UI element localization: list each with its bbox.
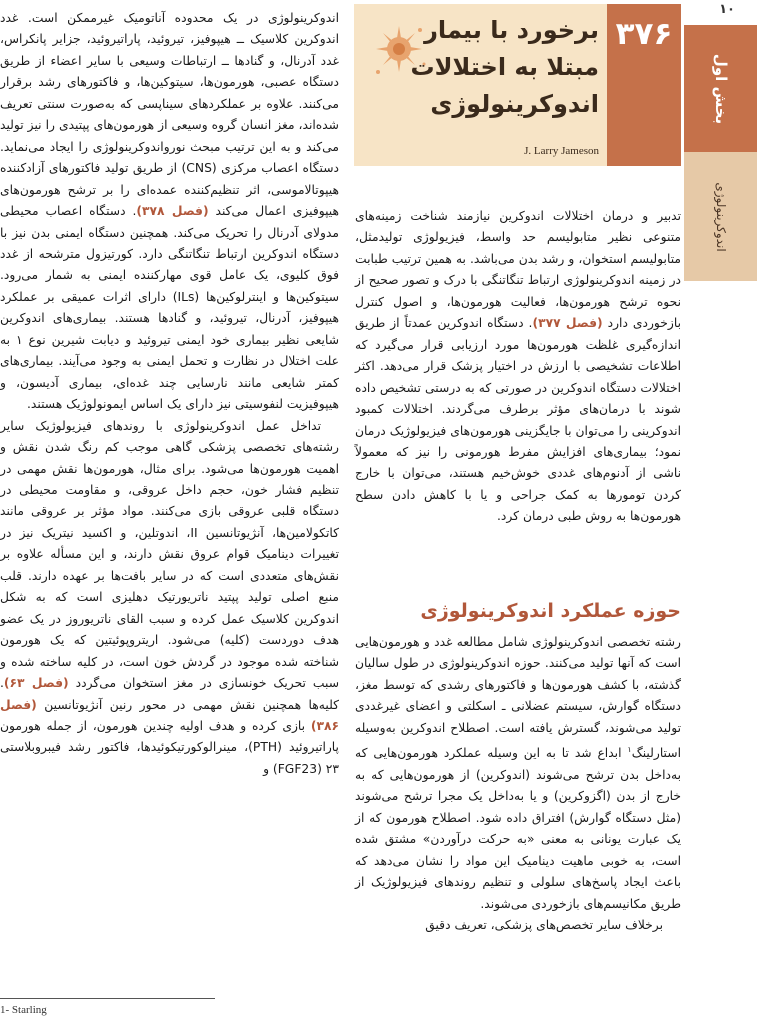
chapter-title-line: مبتلا به اختلالات: [410, 53, 599, 81]
chapter-reference[interactable]: (فصل ۳۸۶): [0, 697, 339, 733]
section-heading: حوزه عملکرد اندوکرینولوژی: [420, 600, 681, 622]
chapter-header: [354, 4, 681, 166]
paragraph: برخلاف سایر تخصص‌های پزشکی، تعریف دقیق: [425, 917, 663, 932]
topic-tab: [684, 152, 757, 281]
page-number: ۱۰: [719, 2, 735, 17]
chapter-title-line: اندوکرینولوژی: [430, 90, 599, 118]
chapter-title: [359, 12, 599, 123]
chapter-number: ۳۷۶: [615, 16, 673, 52]
paragraph: تداخل عمل اندوکرینولوژی با روندهای فیزیولوژیک سایر رشته‌های تخصصی پزشکی گاهی موجب کم رنگ شدن نقش و اهمیت هورمون‌ها می‌شود. برای مثال، هورمون‌ها نقش مهمی در تنظیم فشار خون، حجم داخل عروقی، و مقاومت محیطی در دستگاه قلبی عروقی بازی می‌کنند. مواد مؤثر بر عروقی مانند کاتکولامین‌ها، آنژیوتانسین II، اندوتلین، و اکسید نیتریک نیز در تغییرات دینامیک قوام عروق نقش دارند، و این مسأله علاوه بر نقش‌های متعددی است که در سایر بافت‌ها بر عهده دارند. قلب منبع اصلی تولید پپتید ناتریورتیک دهلیزی است که به شکل اندوکرین کلاسیک عمل کرده و سبب القای ناتریوروز در یک عضو هدف دوردست (کلیه) می‌شود. اریتروپوئیتین که یک هورمون شناخته شده موجود در گردش خون است، در کلیه ساخته شده و سبب تحریک خونسازی در مغز استخوان می‌گردد (فصل ۶۳). کلیه‌ها همچنین نقش مهمی در محور رنین آنژیوتانسین (فصل ۳۸۶) بازی کرده و هدف اولیه چندین هورمون، از جمله هورمون پاراتیروئید (PTH)، مینرالوکورتیکوئیدها، فاکتور رشد فیبروبلاستی ۲۳ (FGF23) و: [0, 418, 340, 776]
chapter-title-line: برخورد با بیمار: [424, 16, 599, 44]
topic-tab-label: اندوکرینولوژی: [713, 181, 728, 252]
right-column-intro: [355, 206, 681, 528]
part-tab: [684, 25, 757, 152]
paragraph: رشته تخصصی اندوکرینولوژی شامل مطالعه غدد و هورمون‌هایی است که آنها تولید می‌کنند. حوزه اندوکرینولوژی در طول سالیان گذشته، با کشف هورمون‌ها و فاکتورهای رشدی که توسط مغز، دستگاه گوارش، سیستم عضلانی ـ اسکلتی و اعضای غیرغددی تولید می‌شوند، گسترش یافته است. اصطلاح اندوکرین به‌وسیله استارلینگ$^۱$ ابداع شد تا به این وسیله عملکرد هورمون‌هایی که به‌داخل بدن ترشح می‌شوند (اندوکرین) از هورمون‌هایی که به خارج از بدن (اگزوکرین) و یا به‌داخل یک مجرا ترشح می‌شوند (مثل دستگاه گوارش) افتراق داده شود. اصطلاح هورمون که از یک عبارت یونانی به معنی «به حرکت درآوردن» مشتق شده است، به خوبی ماهیت دینامیک این مواد را نشان می‌دهد که باعث ایجاد پاسخ‌های سلولی و تنظیم روندهای فیزیولوژیک از طریق مکانیسم‌های بازخوردی می‌شوند.: [355, 635, 681, 911]
chapter-number-box: [607, 4, 681, 166]
chapter-reference[interactable]: (فصل ۳۷۸): [136, 204, 209, 219]
paragraph: تدبیر و درمان اختلالات اندوکرین نیازمند شناخت زمینه‌های متنوعی نظیر متابولیسم حد واسط، فیزیولوژی تولیدمثل، متابولیسم استخوان، و رشد بدن می‌باشد. به همین ترتیب طبابت در زمینه اندوکرینولوژی ارتباط تنگاتنگی با درک و تصور صحیح از نحوه ترشح هورمون‌ها، فعالیت هورمون‌ها، و اصول کنترل بازخوردی دارد (فصل ۳۷۷). دستگاه اندوکرین عمدتاً از طریق اندازه‌گیری غلظت هورمون‌ها مورد ارزیابی قرار می‌گیرد که اطلاعات تشخیصی با ارزش در اختیار پزشک قرار می‌دهد. اکثر اختلالات دستگاه اندوکرین در صورتی که به درستی تشخیص داده شوند با درمان‌های مؤثر برطرف می‌گردند. اختلالات کمبود اندوکرینی را می‌توان با جایگزینی هورمون‌های فیزیولوژیک درمان نمود؛ بیماری‌های افزایش مفرط هورمونی را نیز که معمولاً ناشی از آدنوم‌های غددی خوش‌خیم هستند، می‌توان با خارج کردن تومورها به کمک جراحی و یا با کاهش دادن سطح هورمون‌ها به روش طبی درمان کرد.: [355, 209, 681, 524]
chapter-reference[interactable]: (فصل ۶۳): [3, 676, 69, 691]
right-column-section: [355, 632, 681, 936]
chapter-reference[interactable]: (فصل ۳۷۷): [532, 316, 603, 331]
left-column: [0, 8, 339, 780]
footnote: 1- Starling: [0, 1004, 47, 1016]
paragraph: اندوکرینولوژی در یک محدوده آناتومیک غیرممکن است. غدد اندوکرین کلاسیک ــ هیپوفیز، تیروئید، پاراتیروئید، جزایر پانکراس، غدد آدرنال، و گنادها ــ ارتباطات وسیعی با سایر اعضاء از طریق دستگاه عصبی، هورمون‌ها، سیتوکین‌ها، و فاکتورهای رشد برقرار می‌کنند. علاوه بر عملکردهای سیناپسی که به‌صورت سنتی تعریف شده‌اند، مغز انسان گروه وسیعی از هورمون‌های پپتیدی را نیز تولید می‌کند و به این ترتیب مبحث نورواندوکرینولوژی را ایجاد می‌نماید. دستگاه اعصاب مرکزی (CNS) از طریق تولید فاکتورهای آزادکننده هیپوتالاموسی، اثر تنظیم‌کننده عمده‌ای را بر ترشح هورمون‌های هیپوفیزی اعمال می‌کند (فصل ۳۷۸). دستگاه اعصاب محیطی مدولای آدرنال را تحریک می‌کند. همچنین دستگاه ایمنی بدن نیز با دستگاه اندوکرین ارتباط تنگاتنگی دارد. کورتیزول مترشحه از غدد فوق کلیوی، یک عامل قوی مهارکننده ایمنی به شمار می‌رود. سیتوکین‌ها و اینترلوکین‌ها (ILs) دارای اثرات عمیقی بر عملکرد هیپوفیز، آدرنال، تیروئید، و گنادها هستند. بیماری‌های اندوکرین شایعی نظیر بیماری خود ایمنی تیروئید و دیابت شیرین نوع ۱ به علت اختلال در نظارت و تحمل ایمنی به وجود می‌آیند. بیماری‌های کمتر شایعی مانند نارسایی چند غده‌ای، بیماری آدیسون، و هیپوفیزیت لنفوسیتی نیز دارای یک اساس ایمونولوژیک هستند.: [0, 11, 340, 412]
footnote-divider: [0, 998, 215, 999]
chapter-author: J. Larry Jameson: [524, 145, 599, 157]
part-tab-label: بخش اول: [711, 53, 730, 124]
footnote-marker[interactable]: ۱: [627, 745, 632, 755]
